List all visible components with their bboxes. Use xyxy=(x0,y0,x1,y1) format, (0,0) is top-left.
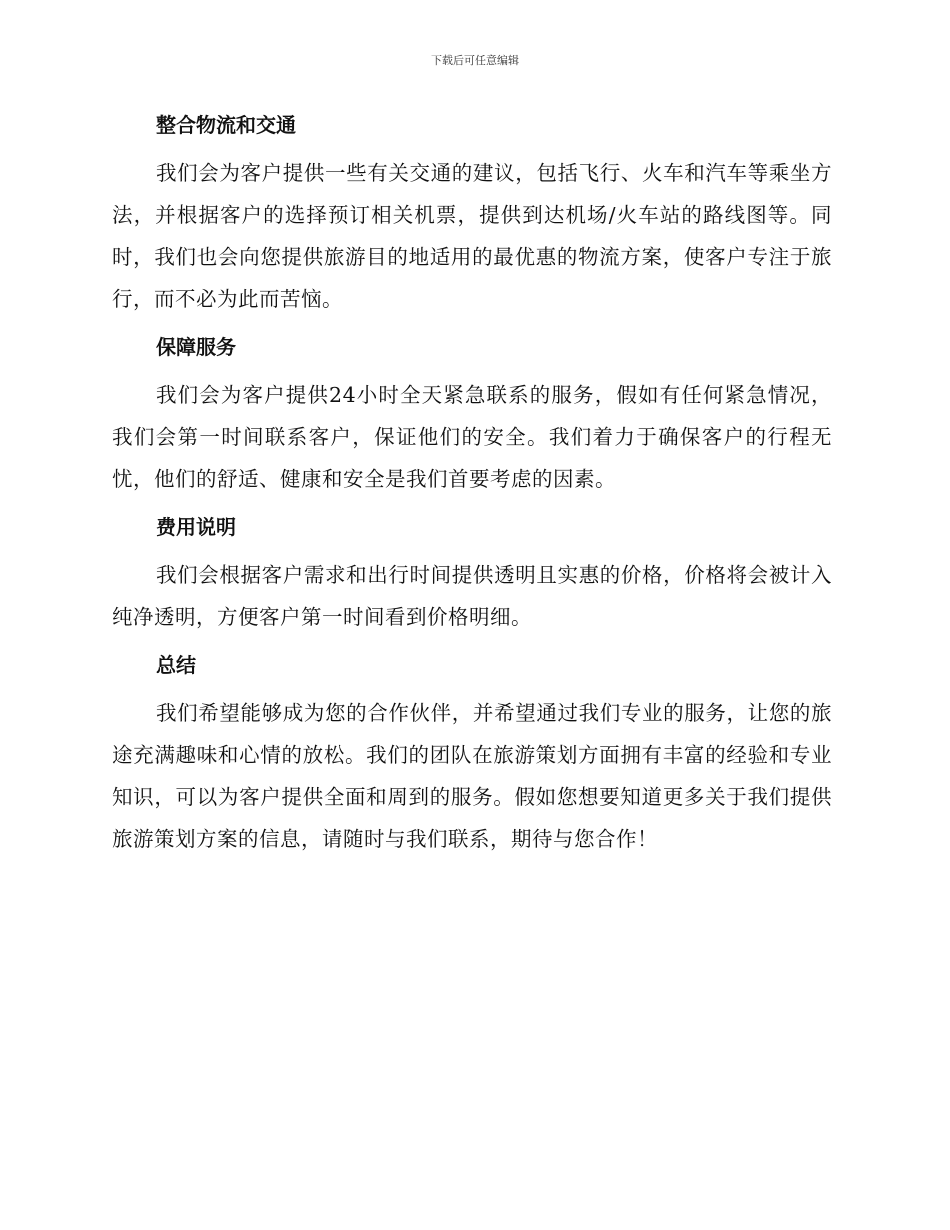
section-fees xyxy=(112,512,832,638)
section-paragraph: 我们会根据客户需求和出行时间提供透明且实惠的价格，价格将会被计入纯净透明，方便客户第一时间看到价格明细。 xyxy=(112,563,832,629)
section-paragraph: 我们会为客户提供一些有关交通的建议，包括飞行、火车和汽车等乘坐方法，并根据客户的选择预订相关机票，提供到达机场/火车站的路线图等。同时，我们也会向您提供旅游目的地适用的最优惠的物流方案，使客户专注于旅行，而不必为此而苦恼。 xyxy=(112,161,832,311)
section-title: 保障服务 xyxy=(156,335,236,359)
section-guarantee xyxy=(112,332,832,500)
page-header: 下载后可任意编辑 xyxy=(431,54,519,67)
section-paragraph: 我们希望能够成为您的合作伙伴，并希望通过我们专业的服务，让您的旅途充满趣味和心情的放松。我们的团队在旅游策划方面拥有丰富的经验和专业知识，可以为客户提供全面和周到的服务。假如您想要知道更多关于我们提供旅游策划方案的信息，请随时与我们联系，期待与您合作！ xyxy=(112,701,832,851)
section-title: 费用说明 xyxy=(156,515,236,539)
section-paragraph: 我们会为客户提供24小时全天紧急联系的服务，假如有任何紧急情况，我们会第一时间联系客户，保证他们的安全。我们着力于确保客户的行程无忧，他们的舒适、健康和安全是我们首要考虑的因素。 xyxy=(112,383,832,491)
document-body xyxy=(112,110,832,872)
section-title: 整合物流和交通 xyxy=(156,113,296,137)
section-title: 总结 xyxy=(156,653,196,677)
section-summary xyxy=(112,650,832,860)
section-logistics xyxy=(112,110,832,320)
